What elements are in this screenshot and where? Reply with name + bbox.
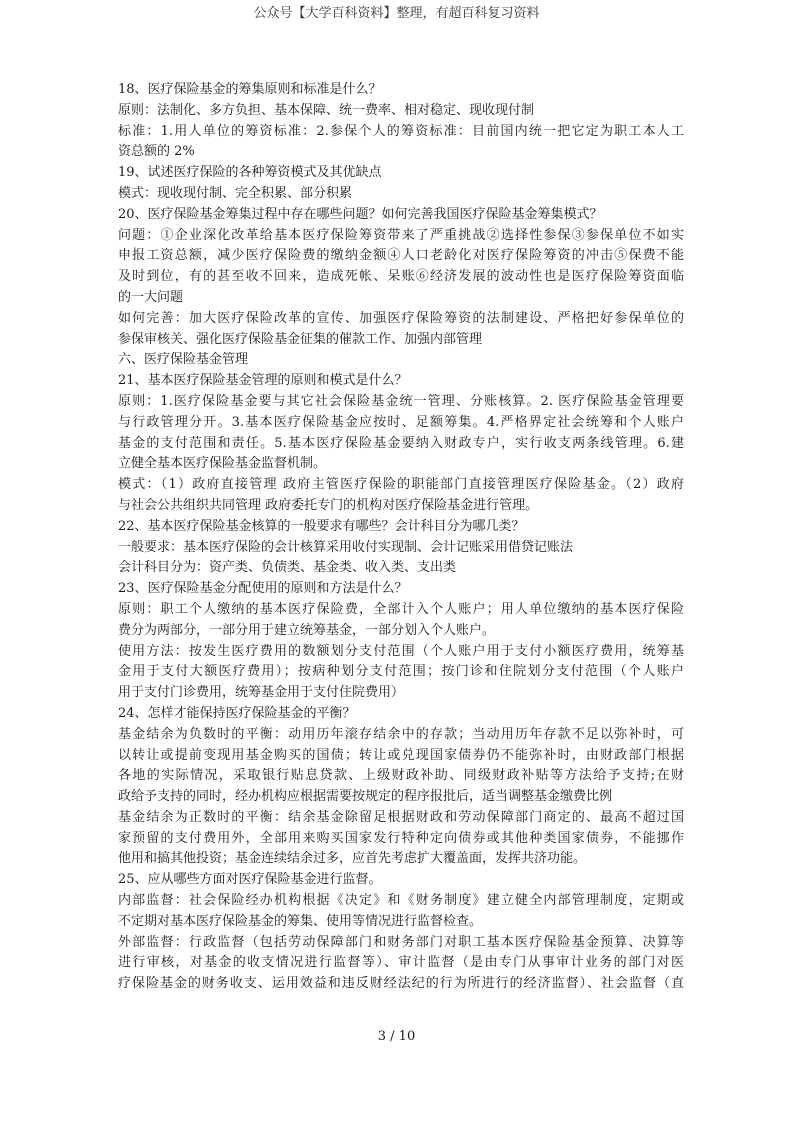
text-line: 立健全基本医疗保险基金监督机制。 [118,456,327,472]
text-line: 如何完善：加大医疗保险改革的宣传、加强医疗保险筹资的法制建设、严格把好参保单位的 [118,310,684,326]
text-line: 模式：（1）政府直接管理 政府主管医疗保险的职能部门直接管理医疗保险基金。（2）政府 [118,477,684,493]
text-line: 他用和搞其他投资；基金连续结余过多，应首先考虑扩大覆盖面，发挥共济功能。 [118,851,587,867]
text-line: 使用方法：按发生医疗费用的数额划分支付范围（个人账户用于支付小额医疗费用，统筹基 [118,643,684,659]
text-line: 标准：1.用人单位的筹资标准：2.参保个人的筹资标准：目前国内统一把它定为职工本人工 [118,123,684,139]
text-line: 参保审核关、强化医疗保险基金征集的催款工作、加强内部管理 [118,331,483,347]
text-line: 以转让或提前变现用基金购买的国债；转让或兑现国家债券仍不能弥补时，由财政部门根据 [118,747,684,763]
text-line: 与社会公共组织共同管理 政府委托专门的机构对医疗保险基金进行管理。 [118,497,539,513]
text-line: 模式：现收现付制、完全积累、部分积累 [118,185,353,201]
text-line: 资总额的 2% [118,144,195,160]
text-line: 原则：法制化、多方负担、基本保障、统一费率、相对稳定、现收现付制 [118,102,535,118]
text-line: 及时到位，有的甚至收不回来，造成死帐、呆账⑥经济发展的波动性也是医疗保险筹资面临 [118,269,684,285]
text-line: 外部监督：行政监督（包括劳动保障部门和财务部门对职工基本医疗保险基金预算、决算等 [118,934,684,950]
text-line: 24、怎样才能保持医疗保险基金的平衡？ [118,705,356,721]
text-line: 25、应从哪些方面对医疗保险基金进行监督。 [118,872,382,888]
text-line: 政给予支持的同时，经办机构应根据需要按规定的程序报批后，适当调整基金缴费比例 [118,789,613,805]
text-line: 18、医疗保险基金的筹集原则和标准是什么？ [118,82,382,97]
text-line: 金用于支付大额医疗费用）；按病种划分支付范围；按门诊和住院划分支付范围（个人账户 [118,664,684,680]
text-line: 六、医疗保险基金管理 [118,352,249,368]
document-body [118,80,684,995]
text-line: 基金的支付范围和责任。5.基本医疗保险基金要纳入财政专户，实行收支两条线管理。6.建 [118,435,684,451]
text-line: 21、基本医疗保险基金管理的原则和模式是什么？ [118,373,408,389]
text-line: 19、试述医疗保险的各种筹资模式及其优缺点 [118,165,382,181]
page-header: 公众号【大学百科资料】整理，有超百科复习资料 [253,6,540,21]
text-line: 申报工资总额，减少医疗保险费的缴纳金额④人口老龄化对医疗保险筹资的冲击⑤保费不能 [118,248,684,264]
text-line: 进行审核，对基金的收支情况进行监督等）、审计监督（是由专门从事审计业务的部门对医 [118,955,684,971]
text-line: 费分为两部分，一部分用于建立统筹基金，一部分划入个人账户。 [118,622,496,638]
text-line: 会计科目分为：资产类、负债类、基金类、收入类、支出类 [118,560,457,576]
text-line: 与行政管理分开。3.基本医疗保险基金应按时、足额筹集。4.严格界定社会统筹和个人账户 [118,414,684,430]
text-line: 20、医疗保险基金筹集过程中存在哪些问题？如何完善我国医疗保险基金筹集模式？ [118,206,603,222]
text-line: 原则：职工个人缴纳的基本医疗保险费，全部计入个人账户；用人单位缴纳的基本医疗保险 [118,601,684,617]
text-line: 疗保险基金的财务收支、运用效益和违反财经法纪的行为所进行的经济监督）、社会监督（直 [118,976,684,992]
text-line: 基金结余为负数时的平衡：动用历年滚存结余中的存款；当动用历年存款不足以弥补时，可 [118,726,684,742]
text-line: 问题：①企业深化改革给基本医疗保险筹资带来了严重挑战②选择性参保③参保单位不如实 [118,227,684,243]
text-line: 基金结余为正数时的平衡：结余基金除留足根据财政和劳动保障部门商定的、最高不超过国 [118,809,684,825]
text-line: 用于支付门诊费用，统筹基金用于支付住院费用） [118,685,405,701]
text-line: 不定期对基本医疗保险基金的筹集、使用等情况进行监督检查。 [118,913,483,929]
text-line: 各地的实际情况，采取银行贴息贷款、上级财政补助、同级财政补贴等方法给予支持;在财 [118,768,684,784]
text-line: 一般要求：基本医疗保险的会计核算采用收付实现制、会计记账采用借贷记账法 [118,539,574,555]
text-line: 内部监督：社会保险经办机构根据《决定》和《财务制度》建立健全内部管理制度，定期或 [118,893,684,909]
text-line: 22、基本医疗保险基金核算的一般要求有哪些？会计科目分为哪几类？ [118,518,525,534]
text-line: 原则：1.医疗保险基金要与其它社会保险基金统一管理、分账核算。2. 医疗保险基金管理要 [118,393,684,409]
text-line: 23、医疗保险基金分配使用的原则和方法是什么？ [118,581,408,597]
text-line: 的一大问题 [118,289,184,305]
page-number: 3 / 10 [377,1029,416,1044]
text-line: 家预留的支付费用外，全部用来购买国家发行特种定向债券或其他种类国家债券，不能挪作 [118,830,684,846]
